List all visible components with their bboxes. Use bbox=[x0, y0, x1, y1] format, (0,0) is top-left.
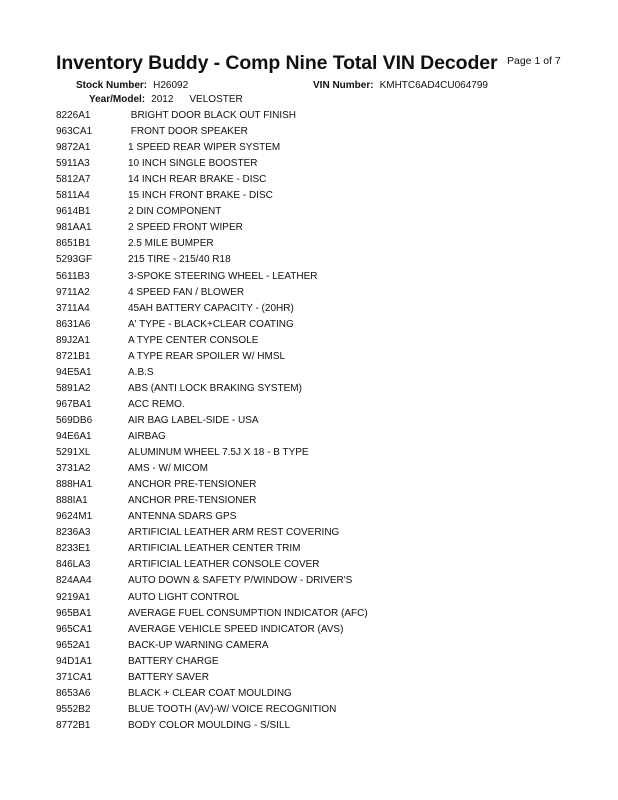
year-model-field bbox=[89, 94, 243, 105]
option-description: AMS - W/ MICOM bbox=[128, 463, 208, 475]
list-item bbox=[0, 640, 618, 656]
option-description: 4 SPEED FAN / BLOWER bbox=[128, 286, 245, 298]
option-code: 5611B3 bbox=[56, 270, 90, 282]
option-code: 94D1A1 bbox=[56, 655, 93, 667]
option-code: 9872A1 bbox=[56, 142, 91, 154]
list-item bbox=[0, 624, 618, 640]
list-item bbox=[0, 479, 618, 495]
year-model-label: Year/Model: bbox=[89, 94, 146, 105]
option-code: 963CA1 bbox=[56, 126, 93, 138]
option-description: 14 INCH REAR BRAKE - DISC bbox=[128, 174, 267, 186]
option-code: 371CA1 bbox=[56, 671, 93, 683]
year-value: 2012 bbox=[151, 94, 174, 105]
option-code: 8721B1 bbox=[56, 350, 91, 362]
list-item bbox=[0, 142, 618, 158]
list-item bbox=[0, 190, 618, 206]
option-description: BLUE TOOTH (AV)-W/ VOICE RECOGNITION bbox=[128, 703, 337, 715]
list-item bbox=[0, 704, 618, 720]
option-description: 215 TIRE - 215/40 R18 bbox=[128, 254, 231, 266]
option-description: 15 INCH FRONT BRAKE - DISC bbox=[128, 190, 273, 202]
stock-number-value: H26092 bbox=[153, 80, 189, 91]
list-item bbox=[0, 206, 618, 222]
option-code: 967BA1 bbox=[56, 398, 92, 410]
option-code: 3731A2 bbox=[56, 463, 91, 475]
list-item bbox=[0, 559, 618, 575]
page-number: Page 1 of 7 bbox=[507, 55, 561, 67]
option-code: 89J2A1 bbox=[56, 334, 90, 346]
option-code: 94E5A1 bbox=[56, 366, 92, 378]
stock-number-label: Stock Number: bbox=[76, 80, 148, 91]
list-item bbox=[0, 656, 618, 672]
option-code: 8631A6 bbox=[56, 318, 91, 330]
option-code: 5812A7 bbox=[56, 174, 91, 186]
option-description: BACK-UP WARNING CAMERA bbox=[128, 639, 269, 651]
option-description: ABS (ANTI LOCK BRAKING SYSTEM) bbox=[128, 382, 302, 394]
option-description: AIRBAG bbox=[128, 431, 166, 442]
list-item bbox=[0, 511, 618, 527]
list-item bbox=[0, 383, 618, 399]
option-code: 94E6A1 bbox=[56, 431, 92, 442]
option-code: 8772B1 bbox=[56, 719, 91, 731]
list-item bbox=[0, 303, 618, 319]
option-description: A.B.S bbox=[128, 366, 154, 378]
vin-number-field bbox=[313, 80, 488, 91]
list-item bbox=[0, 608, 618, 624]
option-description: ARTIFICIAL LEATHER ARM REST COVERING bbox=[128, 527, 340, 539]
list-item bbox=[0, 415, 618, 431]
option-code: 965BA1 bbox=[56, 607, 92, 619]
option-description: 1 SPEED REAR WIPER SYSTEM bbox=[128, 142, 281, 154]
option-code: 8233E1 bbox=[56, 543, 91, 555]
option-description: 2 SPEED FRONT WIPER bbox=[128, 222, 243, 234]
option-code: 8651B1 bbox=[56, 238, 91, 250]
option-code: 3711A4 bbox=[56, 302, 90, 314]
option-code: 888HA1 bbox=[56, 479, 93, 491]
option-description: FRONT DOOR SPEAKER bbox=[128, 126, 248, 138]
list-item bbox=[0, 271, 618, 287]
list-item bbox=[0, 126, 618, 142]
option-code: 965CA1 bbox=[56, 623, 93, 635]
option-description: AVERAGE FUEL CONSUMPTION INDICATOR (AFC) bbox=[128, 607, 368, 619]
option-code: 9624M1 bbox=[56, 511, 93, 523]
vin-number-label: VIN Number: bbox=[313, 80, 374, 91]
list-item bbox=[0, 367, 618, 383]
list-item bbox=[0, 575, 618, 591]
list-item bbox=[0, 672, 618, 688]
list-item bbox=[0, 527, 618, 543]
option-code: 8236A3 bbox=[56, 527, 91, 539]
list-item bbox=[0, 688, 618, 704]
list-item bbox=[0, 287, 618, 303]
option-description: ARTIFICIAL LEATHER CONSOLE COVER bbox=[128, 559, 320, 571]
option-code: 9614B1 bbox=[56, 206, 91, 218]
list-item bbox=[0, 254, 618, 270]
list-item bbox=[0, 351, 618, 367]
option-description: A TYPE REAR SPOILER W/ HMSL bbox=[128, 350, 286, 362]
option-code: 888IA1 bbox=[56, 495, 88, 507]
option-code: 5891A2 bbox=[56, 382, 91, 394]
list-item bbox=[0, 399, 618, 415]
option-description: ALUMINUM WHEEL 7.5J X 18 - B TYPE bbox=[128, 447, 309, 459]
option-code: 8653A6 bbox=[56, 687, 91, 699]
option-description: BATTERY SAVER bbox=[128, 671, 209, 683]
option-code: 9652A1 bbox=[56, 639, 91, 651]
list-item bbox=[0, 592, 618, 608]
option-description: BRIGHT DOOR BLACK OUT FINISH bbox=[128, 110, 296, 121]
option-description: 45AH BATTERY CAPACITY - (20HR) bbox=[128, 302, 294, 314]
list-item bbox=[0, 495, 618, 511]
stock-number-field bbox=[76, 80, 188, 91]
vin-number-value: KMHTC6AD4CU064799 bbox=[379, 80, 488, 91]
model-value: VELOSTER bbox=[189, 94, 243, 105]
option-description: A' TYPE - BLACK+CLEAR COATING bbox=[128, 318, 294, 330]
option-description: BATTERY CHARGE bbox=[128, 655, 219, 667]
option-code: 846LA3 bbox=[56, 559, 91, 571]
option-code: 9219A1 bbox=[56, 591, 91, 603]
list-item bbox=[0, 174, 618, 190]
option-code: 5811A4 bbox=[56, 190, 90, 202]
option-description: BLACK + CLEAR COAT MOULDING bbox=[128, 687, 292, 699]
option-code: 5911A3 bbox=[56, 158, 90, 170]
option-description: AUTO DOWN & SAFETY P/WINDOW - DRIVER'S bbox=[128, 575, 353, 587]
option-code: 824AA4 bbox=[56, 575, 92, 587]
list-item bbox=[0, 447, 618, 463]
option-description: 2 DIN COMPONENT bbox=[128, 206, 222, 218]
list-item bbox=[0, 335, 618, 351]
option-description: ACC REMO. bbox=[128, 398, 185, 410]
list-item bbox=[0, 222, 618, 238]
option-code: 9552B2 bbox=[56, 703, 91, 715]
option-code: 569DB6 bbox=[56, 414, 93, 426]
option-description: BODY COLOR MOULDING - S/SILL bbox=[128, 719, 291, 731]
list-item bbox=[0, 238, 618, 254]
option-code: 8226A1 bbox=[56, 110, 91, 121]
option-description: 3-SPOKE STEERING WHEEL - LEATHER bbox=[128, 270, 318, 282]
option-description: ANCHOR PRE-TENSIONER bbox=[128, 495, 257, 507]
option-description: ARTIFICIAL LEATHER CENTER TRIM bbox=[128, 543, 301, 555]
list-item bbox=[0, 720, 618, 736]
report-title: Inventory Buddy - Comp Nine Total VIN Decoder bbox=[56, 52, 498, 74]
option-description: ANCHOR PRE-TENSIONER bbox=[128, 479, 257, 491]
option-code: 5293GF bbox=[56, 254, 93, 266]
option-description: AIR BAG LABEL-SIDE - USA bbox=[128, 414, 259, 426]
option-code: 9711A2 bbox=[56, 286, 90, 298]
option-description: A TYPE CENTER CONSOLE bbox=[128, 334, 259, 346]
option-description: 10 INCH SINGLE BOOSTER bbox=[128, 158, 258, 170]
option-code: 5291XL bbox=[56, 447, 91, 459]
option-description: AUTO LIGHT CONTROL bbox=[128, 591, 240, 603]
list-item bbox=[0, 319, 618, 335]
list-item bbox=[0, 431, 618, 447]
list-item bbox=[0, 158, 618, 174]
option-description: ANTENNA SDARS GPS bbox=[128, 511, 237, 523]
list-item bbox=[0, 543, 618, 559]
option-code: 981AA1 bbox=[56, 222, 92, 234]
list-item bbox=[0, 463, 618, 479]
option-description: 2.5 MILE BUMPER bbox=[128, 238, 214, 250]
list-item bbox=[0, 110, 618, 126]
option-description: AVERAGE VEHICLE SPEED INDICATOR (AVS) bbox=[128, 623, 344, 635]
